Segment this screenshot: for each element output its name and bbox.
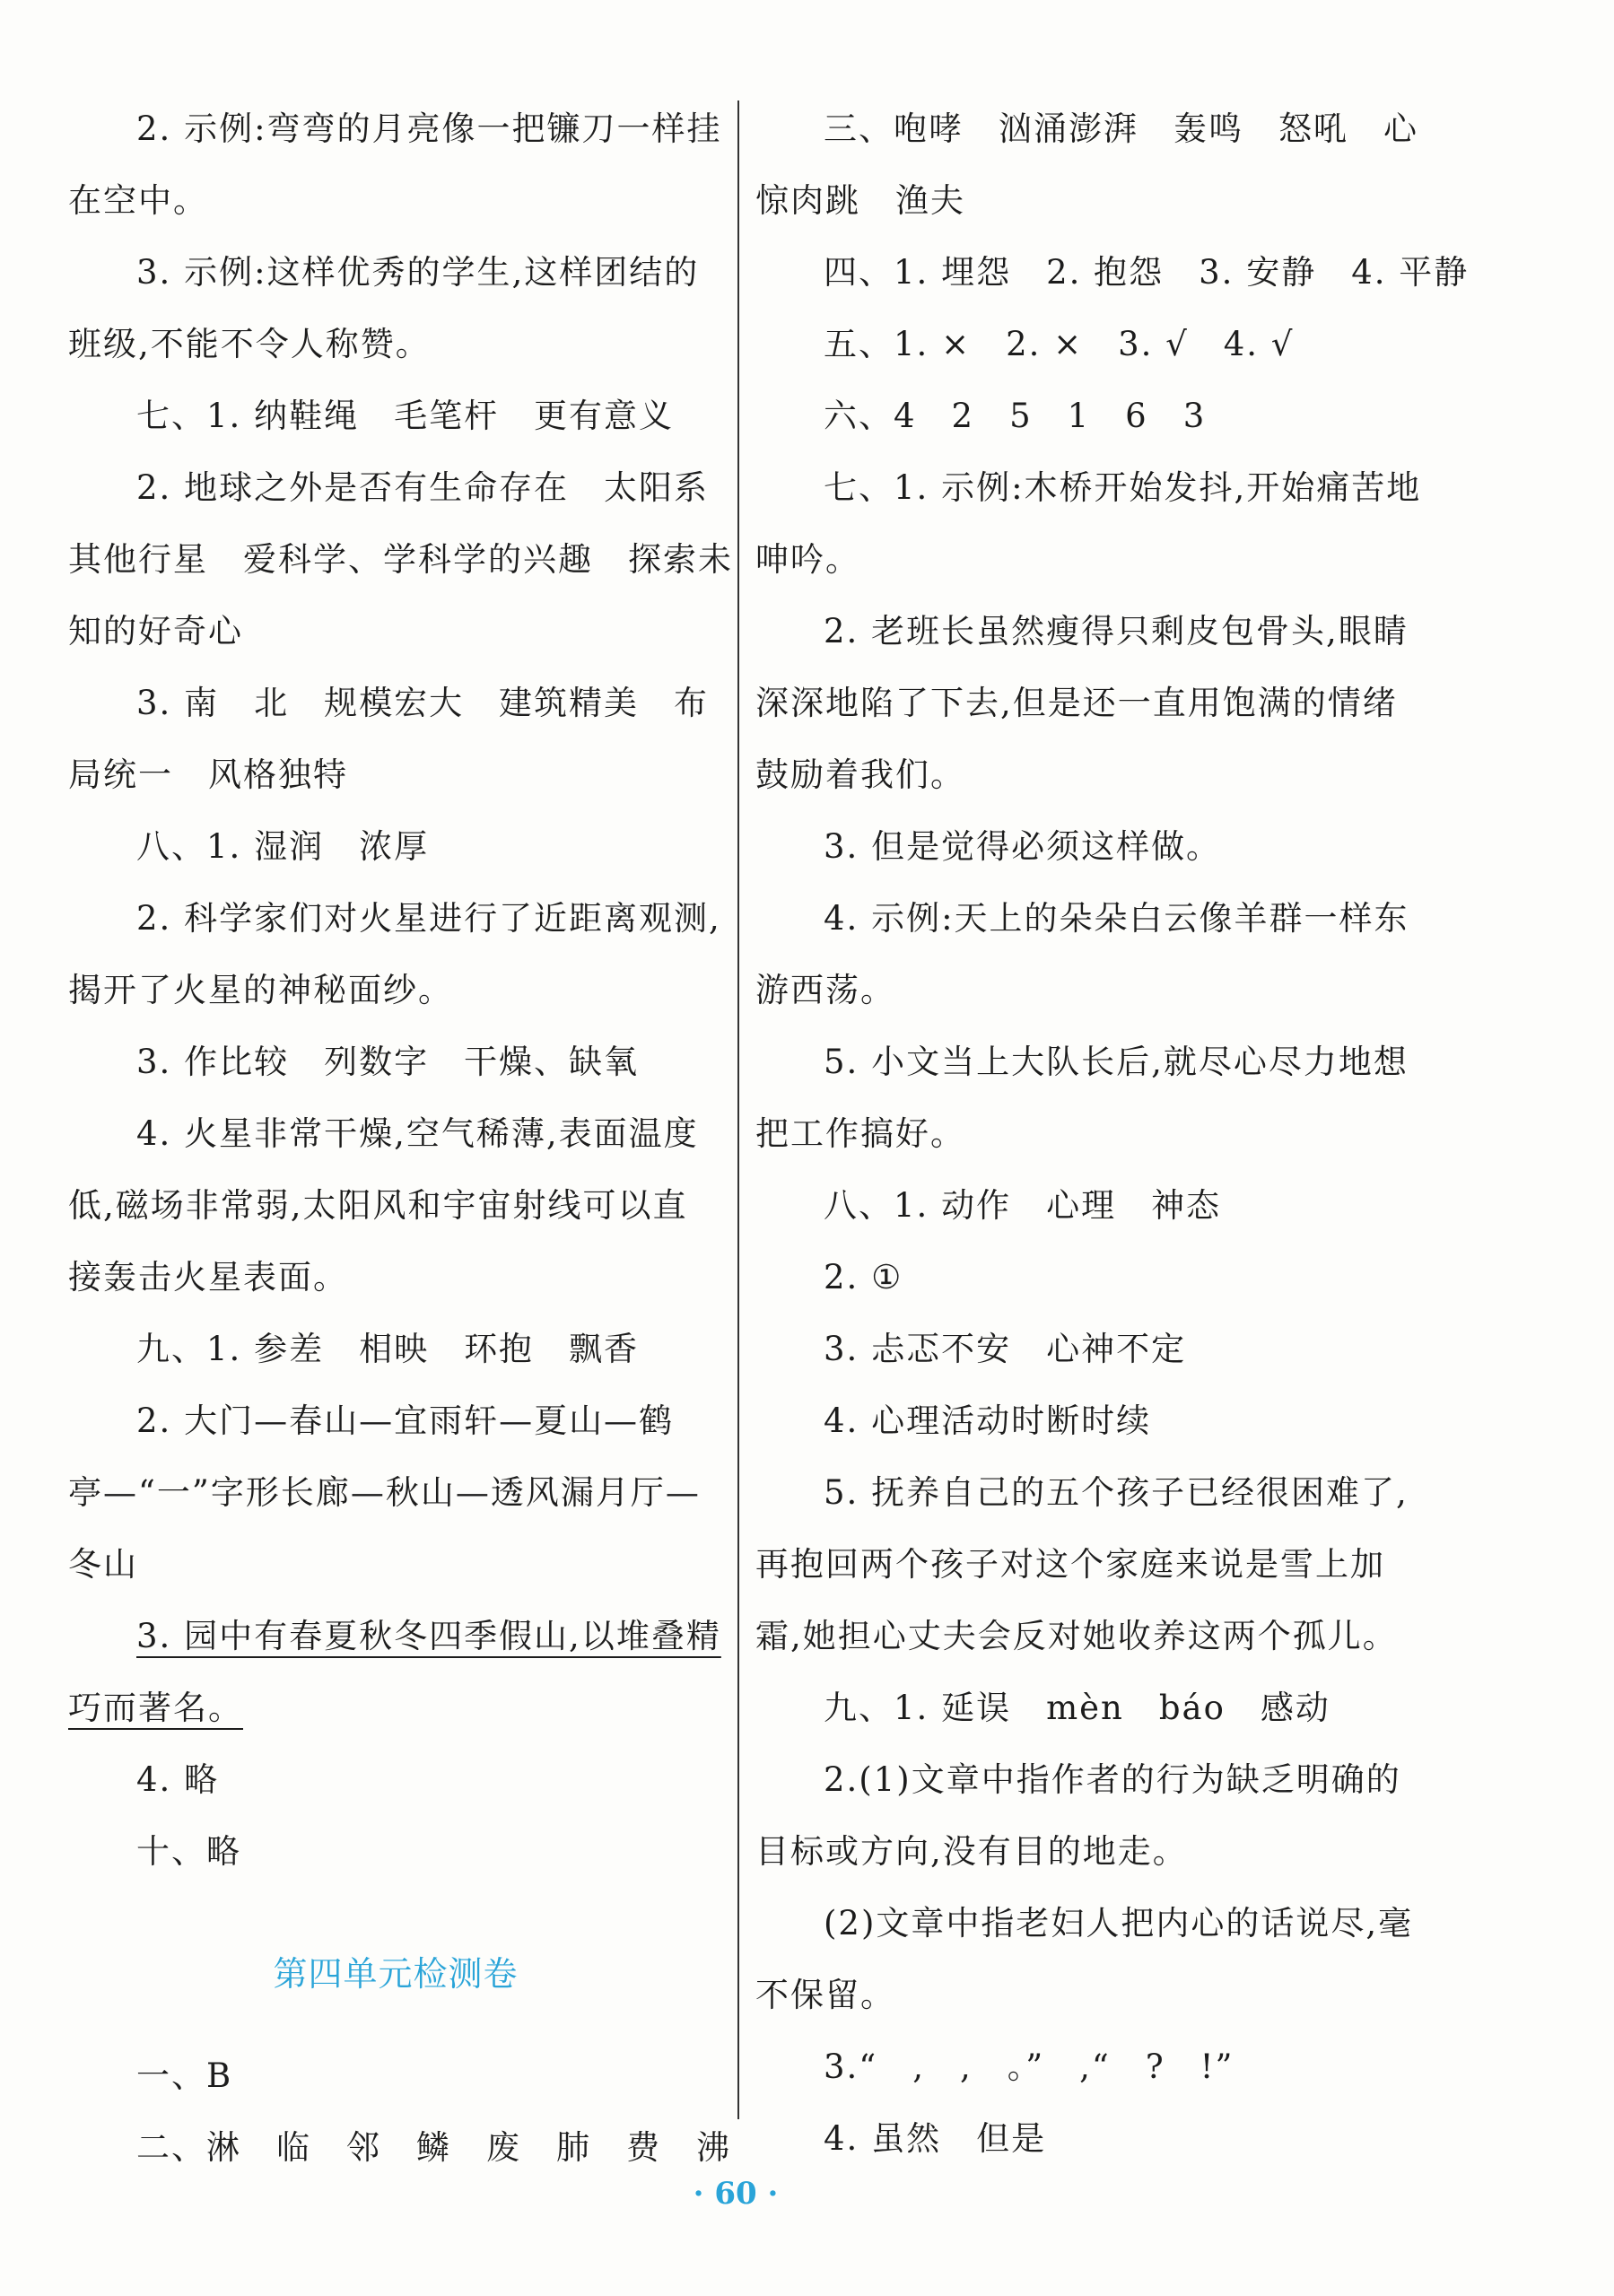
answer-line: 2. ①: [824, 1258, 903, 1296]
answer-line: 七、1. 示例:木桥开始发抖,开始痛苦地: [824, 468, 1422, 507]
answer-line: 4. 火星非常干燥,空气稀薄,表面温度: [136, 1114, 699, 1153]
answer-line: 3. 园中有春夏秋冬四季假山,以堆叠精: [136, 1617, 721, 1655]
answer-line: 目标或方向,没有目的地走。: [755, 1832, 1188, 1871]
answer-line: 局统一 风格独特: [68, 755, 348, 794]
answer-line: 九、1. 延误 mèn báo 感动: [824, 1689, 1330, 1727]
column-divider: [737, 100, 739, 2119]
answer-line: 游西荡。: [755, 971, 895, 1009]
answer-line: 3. 示例:这样优秀的学生,这样团结的: [136, 253, 700, 292]
answer-line: 3. 但是觉得必须这样做。: [824, 827, 1222, 866]
page-number: · 60 ·: [693, 2176, 779, 2212]
answer-line: 2. 大门—春山—宜雨轩—夏山—鹤: [136, 1401, 675, 1440]
answer-line: 2. 老班长虽然瘦得只剩皮包骨头,眼睛: [824, 612, 1409, 650]
answer-line: 冬山: [68, 1545, 138, 1584]
answer-line: 3.“ , , 。” ,“ ? !”: [824, 2047, 1234, 2086]
answer-line: 3. 忐忑不安 心神不定: [824, 1330, 1187, 1368]
answer-line: 低,磁场非常弱,太阳风和宇宙射线可以直: [68, 1186, 688, 1225]
answer-line: 不保留。: [755, 1976, 895, 2014]
answer-line: 霜,她担心丈夫会反对她收养这两个孤儿。: [755, 1617, 1398, 1655]
answer-line: 九、1. 参差 相映 环抱 飘香: [136, 1330, 640, 1368]
section-title: 第四单元检测卷: [273, 1954, 519, 1994]
answer-line: 4. 示例:天上的朵朵白云像羊群一样东: [824, 899, 1409, 938]
answer-line: 鼓励着我们。: [755, 755, 965, 794]
answer-line: 5. 小文当上大队长后,就尽心尽力地想: [824, 1043, 1409, 1081]
answer-line: 八、1. 动作 心理 神态: [824, 1186, 1222, 1225]
right-column: [755, 93, 1470, 2175]
answer-line: 2. 地球之外是否有生命存在 太阳系: [136, 468, 710, 507]
answer-line: 把工作搞好。: [755, 1114, 965, 1153]
answer-line: 亭—“一”字形长廊—秋山—透风漏月厅—: [68, 1473, 701, 1512]
answer-line: 呻吟。: [755, 540, 860, 579]
answer-line: 四、1. 埋怨 2. 抱怨 3. 安静 4. 平静: [824, 253, 1470, 292]
answer-line: 2. 科学家们对火星进行了近距离观测,: [136, 899, 721, 938]
answer-line: 5. 抚养自己的五个孩子已经很困难了,: [824, 1473, 1409, 1512]
answer-line: 揭开了火星的神秘面纱。: [68, 971, 453, 1009]
answer-line: 4. 略: [136, 1760, 220, 1799]
answer-line: 六、4 2 5 1 6 3: [824, 397, 1207, 435]
answer-line: 再抱回两个孩子对这个家庭来说是雪上加: [755, 1545, 1385, 1584]
answer-line: 其他行星 爱科学、学科学的兴趣 探索未: [68, 540, 733, 579]
answer-line: 巧而著名。: [68, 1689, 243, 1727]
answer-line: 八、1. 湿润 浓厚: [136, 827, 430, 866]
answer-line: 4. 心理活动时断时续: [824, 1401, 1152, 1440]
answer-line: 惊肉跳 渔夫: [755, 181, 965, 220]
answer-line: (2)文章中指老妇人把内心的话说尽,毫: [824, 1904, 1414, 1942]
answer-line: 班级,不能不令人称赞。: [68, 325, 431, 363]
answer-line: 2. 示例:弯弯的月亮像一把镰刀一样挂: [136, 109, 722, 148]
answer-line: 3. 南 北 规模宏大 建筑精美 布: [136, 684, 710, 722]
answer-line: 3. 作比较 列数字 干燥、缺氧: [136, 1043, 640, 1081]
answer-line: 2.(1)文章中指作者的行为缺乏明确的: [824, 1760, 1401, 1799]
answer-line: 知的好奇心: [68, 612, 243, 650]
answer-line: 深深地陷了下去,但是还一直用饱满的情绪: [755, 684, 1398, 722]
answer-line: 十、略: [136, 1832, 241, 1871]
answer-line: 三、咆哮 汹涌澎湃 轰鸣 怒吼 心: [824, 109, 1418, 148]
answer-line: 接轰击火星表面。: [68, 1258, 348, 1296]
answer-line: 五、1. × 2. × 3. √ 4. √: [824, 325, 1295, 363]
answer-line: 二、淋 临 邻 鳞 废 肺 费 沸: [136, 2128, 731, 2167]
left-column: [68, 93, 733, 2184]
answer-line: 在空中。: [68, 181, 208, 220]
answer-line: 4. 虽然 但是: [824, 2119, 1047, 2158]
answer-line: 七、1. 纳鞋绳 毛笔杆 更有意义: [136, 397, 675, 435]
answer-line: 一、B: [136, 2056, 233, 2095]
